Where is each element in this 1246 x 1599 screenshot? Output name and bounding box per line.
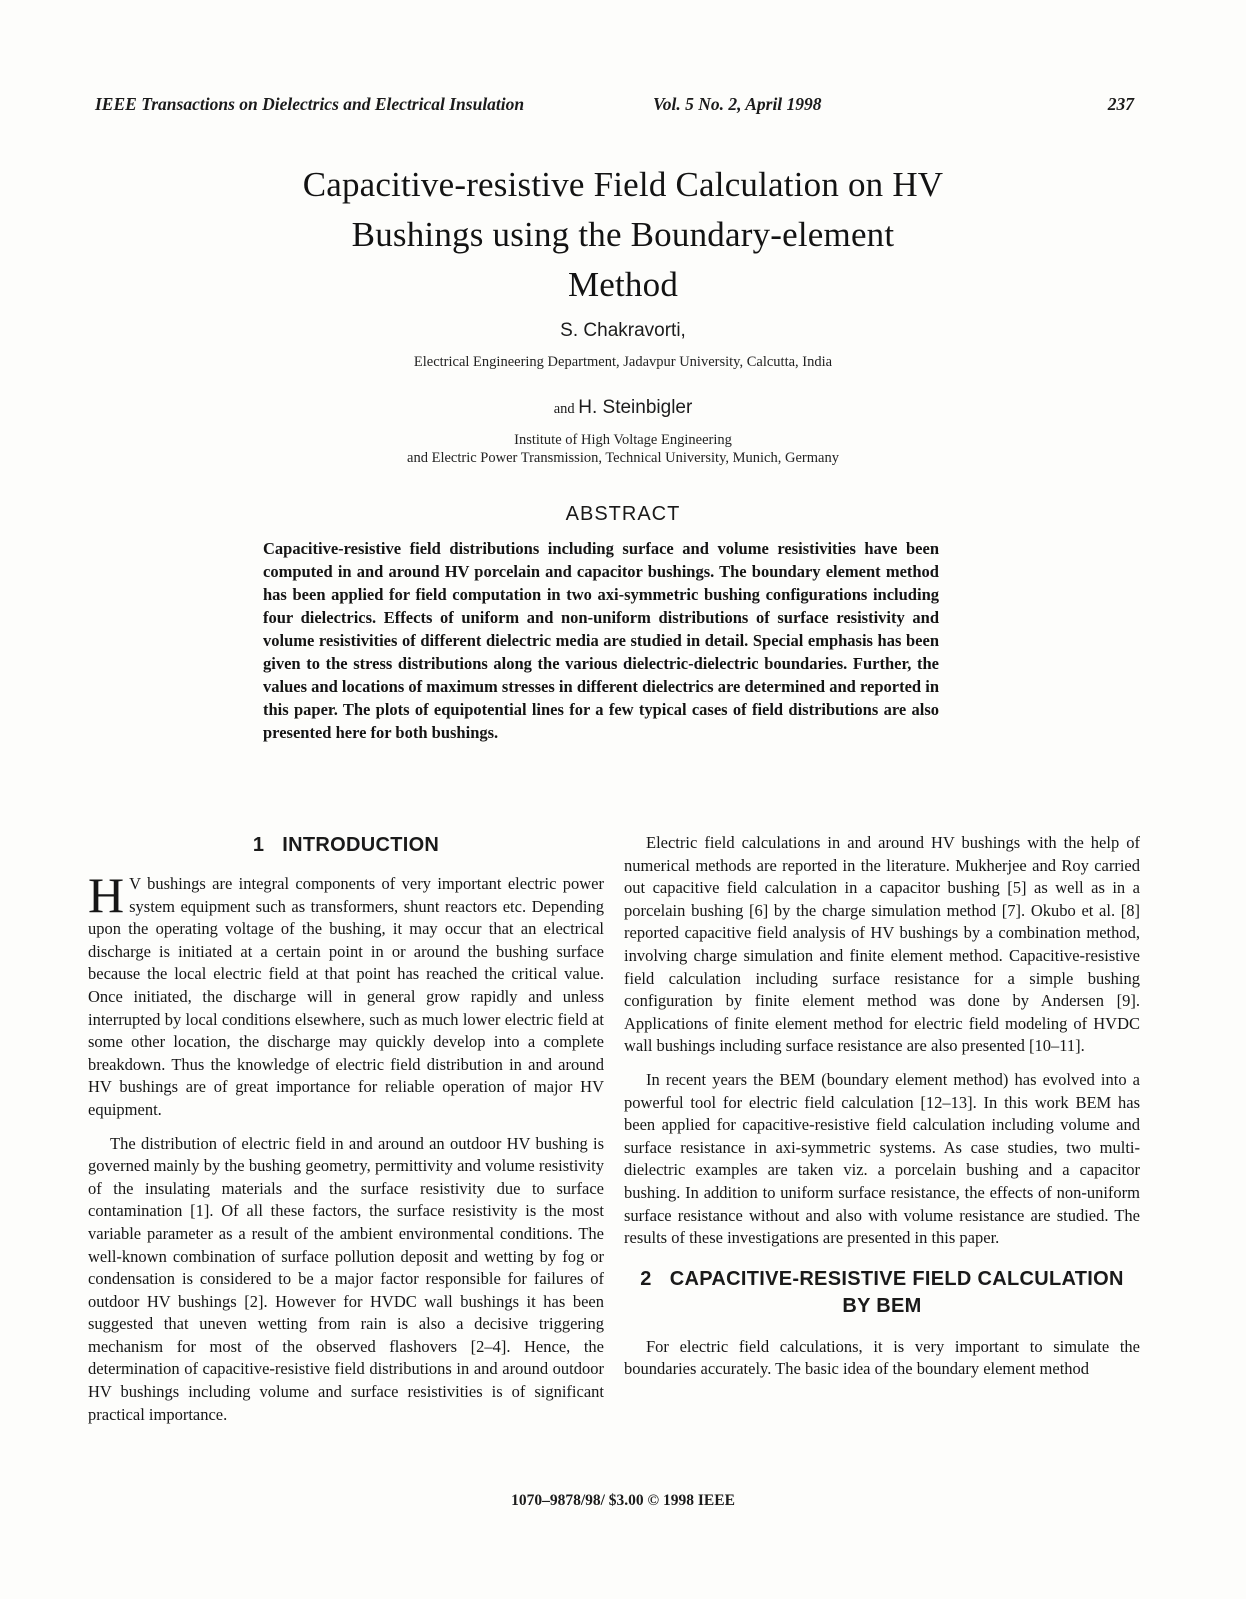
paper-title-line3: Method: [567, 265, 679, 304]
intro-paragraph-3: Electric field calculations in and around HV bushings with the help of numerical methods are reported in the literature. Mukherjee and Roy carried out capacitive field calculation in a capacitor bushing [5] as well as in a porcelain bushing [6] by the charge simulation method [7]. Okubo et al. [8] reported capacitive field analysis of HV bushings by a combination method, involving charge simulation and finite element method. Capacitive-resistive field calculation including surface resistance for a simple bushing configuration by finite element method was done by Andersen [9]. Applications of finite element method for electric field modeling of HVDC wall bushings including surface resistance are also presented [10–11].: [624, 833, 1140, 1056]
author-2-name: H. Steinbigler: [578, 397, 693, 418]
right-column: [624, 832, 1140, 1392]
section-2-number: 2: [640, 1267, 652, 1290]
running-head: [95, 94, 1134, 118]
intro-paragraph-1: [88, 867, 604, 1122]
section-1-title: INTRODUCTION: [282, 834, 440, 856]
author-2-prefix: and: [553, 401, 579, 417]
section-1-number: 1: [252, 834, 265, 856]
paper-title-line2: Bushings using the Boundary-element: [351, 215, 895, 254]
author-1-name: S. Chakravorti,: [560, 320, 686, 341]
intro-paragraph-4: In recent years the BEM (boundary element method) has evolved into a powerful tool for electric field calculation [12–13]. In this work BEM has been applied for capacitive-resistive field calculation including volume and surface resistance in axi-symmetric systems. As case studies, two multi-dielectric examples are taken viz. a porcelain bushing and a capacitor bushing. In addition to uniform surface resistance, the effects of non-uniform surface resistance without and also with volume resistance are studied. The results of these investigations are presented in this paper.: [624, 1069, 1140, 1248]
author-2-affiliation-line1: Institute of High Voltage Engineering: [514, 432, 732, 448]
section-1-heading: [88, 832, 604, 859]
section-2-heading: [624, 1266, 1140, 1320]
section-2-paragraph-1: For electric field calculations, it is very important to simulate the boundaries accurately. The basic idea of the boundary element method: [624, 1336, 1140, 1379]
dropcap-letter: H: [88, 867, 125, 923]
abstract-heading: ABSTRACT: [565, 503, 681, 525]
paper-title-line1: Capacitive-resistive Field Calculation on HV: [302, 165, 944, 204]
paper-title: [0, 160, 1246, 310]
section-2-title: CAPACITIVE-RESISTIVE FIELD CALCULATION BY BEM: [669, 1267, 1124, 1317]
intro-paragraph-2: The distribution of electric field in and around an outdoor HV bushing is governed mainly by the bushing geometry, permittivity and volume resistivity of the insulating materials and the surface resistivity due to surface contamination [1]. Of all these factors, the surface resistivity is the most variable parameter as a result of the ambient environmental conditions. The well-known combination of surface pollution deposit and wetting by fog or condensation is considered to be a major factor responsible for failures of outdoor HV bushings [2]. However for HVDC wall bushings it has been suggested that uneven wetting from rain is also a decisive triggering mechanism for most of the observed flashovers [2–4]. Hence, the determination of capacitive-resistive field distributions in and around outdoor HV bushings including volume and surface resistivities is of significant practical importance.: [88, 1133, 604, 1424]
left-column: [88, 832, 604, 1437]
author-2-affiliation-line2: and Electric Power Transmission, Technical University, Munich, Germany: [407, 450, 839, 466]
issue-info: Vol. 5 No. 2, April 1998: [653, 94, 822, 114]
author-1-affiliation: Electrical Engineering Department, Jadavpur University, Calcutta, India: [413, 354, 833, 370]
journal-title: IEEE Transactions on Dielectrics and Electrical Insulation: [95, 94, 525, 114]
abstract-body: Capacitive-resistive field distributions including surface and volume resistivities have been computed in and around HV porcelain and capacitor bushings. The boundary element method has been applied for field computation in two axi-symmetric bushing configurations including four dielectrics. Effects of uniform and non-uniform distributions of surface resistivity and volume resistivities of different dielectric media are studied in detail. Special emphasis has been given to the stress distributions along the various dielectric-dielectric boundaries. Further, the values and locations of maximum stresses in different dielectrics are determined and reported in this paper. The plots of equipotential lines for a few typical cases of field distributions are also presented here for both bushings.: [263, 539, 939, 742]
copyright-line: 1070–9878/98/ $3.00 © 1998 IEEE: [511, 1492, 735, 1509]
intro-paragraph-1-text: V bushings are integral components of very important electric power system equipment such as transformers, shunt reactors etc. Depending upon the operating voltage of the bushing, it may occur that an electrical discharge is initiated at a certain point in or around the bushing surface because the local electric field at that point has reached the critical value. Once initiated, the discharge will in general grow rapidly and unless interrupted by local conditions elsewhere, such as much lower electric field at some other location, the discharge may quickly develop into a complete breakdown. Thus the knowledge of electric field distribution in and around HV bushings are of great importance for reliable operation of major HV equipment.: [88, 874, 604, 1119]
page-number: 237: [1107, 94, 1134, 114]
author-2-name-line: [0, 397, 1246, 419]
